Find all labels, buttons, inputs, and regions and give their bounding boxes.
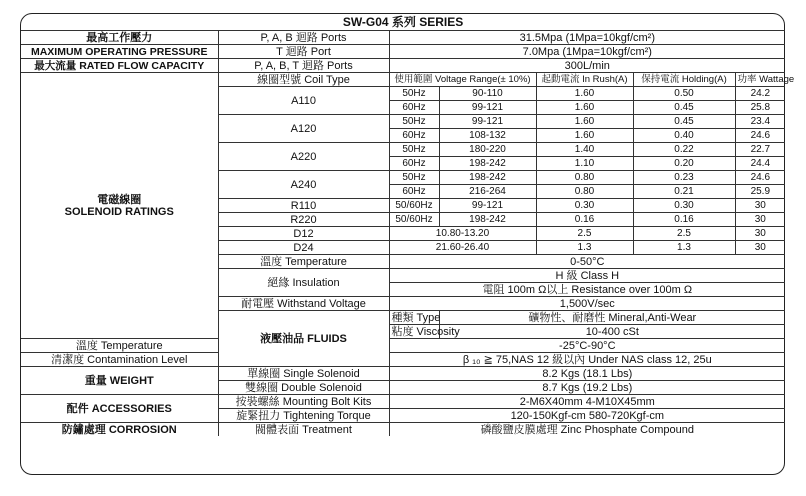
port-t-label: T 迴路 Port [218, 45, 389, 59]
coil-freq: 50Hz [389, 115, 439, 129]
coil-freq: 60Hz [389, 157, 439, 171]
coil-holding: 0.45 [633, 115, 735, 129]
coil-range: 198-242 [439, 171, 536, 185]
spec-table-frame [20, 13, 795, 475]
coil-freq: 60Hz [389, 129, 439, 143]
coil-freq: 50Hz [389, 87, 439, 101]
coil-freq: 50/60Hz [389, 213, 439, 227]
table-row [21, 45, 785, 59]
single-solenoid-value: 8.2 Kgs (18.1 Lbs) [389, 367, 785, 381]
torque-label: 旋緊扭力 Tightening Torque [218, 409, 389, 423]
coil-holding: 0.22 [633, 143, 735, 157]
solenoid-temperature-value: 0-50°C [389, 255, 785, 269]
ports-pab-label: P, A, B 迴路 Ports [218, 31, 389, 45]
double-solenoid-label: 雙線圈 Double Solenoid [218, 381, 389, 395]
coil-inrush: 2.5 [536, 227, 633, 241]
coil-type-header: 線圈型號 Coil Type [218, 73, 389, 87]
insulation-class: H 級 Class H [389, 269, 785, 283]
coil-wattage: 24.2 [735, 87, 785, 101]
coil-holding: 0.45 [633, 101, 735, 115]
fluid-type-label: 種類 Type [389, 311, 439, 325]
insulation-label: 絕緣 Insulation [218, 269, 389, 297]
coil-holding: 0.23 [633, 171, 735, 185]
coil-range: 90-110 [439, 87, 536, 101]
coil-freq: 60Hz [389, 101, 439, 115]
solenoid-label-zh: 電磁線圈 [97, 193, 142, 206]
coil-inrush: 1.60 [536, 87, 633, 101]
coil-wattage: 22.7 [735, 143, 785, 157]
coil-inrush: 1.60 [536, 101, 633, 115]
coil-inrush: 1.40 [536, 143, 633, 157]
coil-holding: 0.16 [633, 213, 735, 227]
withstand-label: 耐電壓 Withstand Voltage [218, 297, 389, 311]
coil-range: 99-121 [439, 115, 536, 129]
coil-range: 180-220 [439, 143, 536, 157]
coil-freq: 50Hz [389, 143, 439, 157]
bolt-kits-label: 按裝螺絲 Mounting Bolt Kits [218, 395, 389, 409]
coil-range: 216-264 [439, 185, 536, 199]
coil-freq: 50/60Hz [389, 199, 439, 213]
fluid-type-value: 礦物性、耐磨性 Mineral,Anti-Wear [439, 311, 785, 325]
table-row [21, 367, 785, 381]
coil-range: 198-242 [439, 213, 536, 227]
coil-model: A120 [218, 115, 389, 143]
flow-value: 300L/min [389, 59, 785, 73]
corrosion-label: 防鏽處理 CORROSION [21, 423, 218, 437]
coil-wattage: 24.4 [735, 157, 785, 171]
withstand-value: 1,500V/sec [389, 297, 785, 311]
coil-range: 10.80-13.20 [389, 227, 536, 241]
coil-inrush: 0.80 [536, 185, 633, 199]
series-title: SW-G04 系列 SERIES [21, 14, 785, 31]
ports-pabt-label: P, A, B, T 迴路 Ports [218, 59, 389, 73]
single-solenoid-label: 單線圈 Single Solenoid [218, 367, 389, 381]
viscosity-value: 10-400 cSt [439, 325, 785, 339]
table-row [21, 339, 785, 353]
table-row [21, 423, 785, 437]
viscosity-label: 粘度 Viscosity [389, 325, 439, 339]
coil-wattage: 30 [735, 227, 785, 241]
coil-model: R220 [218, 213, 389, 227]
coil-model: D24 [218, 241, 389, 255]
table-row [21, 395, 785, 409]
coil-model: A240 [218, 171, 389, 199]
coil-holding: 0.50 [633, 87, 735, 101]
table-header-row [21, 14, 785, 31]
coil-wattage: 30 [735, 213, 785, 227]
ports-pab-value: 31.5Mpa (1Mpa=10kgf/cm²) [389, 31, 785, 45]
coil-wattage: 30 [735, 241, 785, 255]
flow-label: 最大流量 RATED FLOW CAPACITY [21, 59, 218, 73]
double-solenoid-value: 8.7 Kgs (19.2 Lbs) [389, 381, 785, 395]
wattage-header: 功率 Wattage [735, 73, 785, 87]
coil-inrush: 1.60 [536, 115, 633, 129]
solenoid-label [21, 73, 218, 339]
coil-inrush: 0.16 [536, 213, 633, 227]
solenoid-label-en: SOLENOID RATINGS [64, 205, 174, 218]
coil-inrush: 1.60 [536, 129, 633, 143]
fluids-label: 液壓油品 FLUIDS [218, 311, 389, 367]
coil-inrush: 1.10 [536, 157, 633, 171]
coil-wattage: 25.8 [735, 101, 785, 115]
coil-model: A110 [218, 87, 389, 115]
coil-inrush: 0.80 [536, 171, 633, 185]
table-row [21, 31, 785, 45]
insulation-resistance: 電阻 100m Ω以上 Resistance over 100m Ω [389, 283, 785, 297]
table-row [21, 73, 785, 87]
coil-range: 99-121 [439, 199, 536, 213]
coil-inrush: 0.30 [536, 199, 633, 213]
voltage-range-header: 使用範圍 Voltage Range(± 10%) [389, 73, 536, 87]
port-t-value: 7.0Mpa (1Mpa=10kgf/cm²) [389, 45, 785, 59]
contamination-value: β ₁₀ ≧ 75,NAS 12 級以內 Under NAS class 12, 25u [389, 353, 785, 367]
contamination-label: 清潔度 Contamination Level [21, 353, 218, 367]
coil-range: 198-242 [439, 157, 536, 171]
coil-inrush: 1.3 [536, 241, 633, 255]
coil-holding: 1.3 [633, 241, 735, 255]
coil-holding: 0.40 [633, 129, 735, 143]
coil-wattage: 30 [735, 199, 785, 213]
coil-range: 108-132 [439, 129, 536, 143]
weight-label: 重量 WEIGHT [21, 367, 218, 395]
coil-model: D12 [218, 227, 389, 241]
fluid-temperature-value: -25°C-90°C [389, 339, 785, 353]
table-row [21, 59, 785, 73]
coil-freq: 50Hz [389, 171, 439, 185]
coil-wattage: 23.4 [735, 115, 785, 129]
bolt-kits-value: 2-M6X40mm 4-M10X45mm [389, 395, 785, 409]
holding-header: 保持電流 Holding(A) [633, 73, 735, 87]
coil-wattage: 25.9 [735, 185, 785, 199]
coil-wattage: 24.6 [735, 171, 785, 185]
inrush-header: 起動電流 In Rush(A) [536, 73, 633, 87]
spec-table [21, 14, 795, 436]
fluid-temperature-label: 溫度 Temperature [21, 339, 218, 353]
coil-holding: 0.30 [633, 199, 735, 213]
coil-freq: 60Hz [389, 185, 439, 199]
coil-range: 21.60-26.40 [389, 241, 536, 255]
accessories-label: 配件 ACCESSORIES [21, 395, 218, 423]
solenoid-temperature-label: 溫度 Temperature [218, 255, 389, 269]
max-pressure-en: MAXIMUM OPERATING PRESSURE [21, 45, 218, 59]
treatment-value: 磷酸鹽皮膜處理 Zinc Phosphate Compound [389, 423, 785, 437]
coil-holding: 0.20 [633, 157, 735, 171]
coil-model: A220 [218, 143, 389, 171]
coil-range: 99-121 [439, 101, 536, 115]
treatment-label: 閥體表面 Treatment [218, 423, 389, 437]
table-row [21, 353, 785, 367]
coil-wattage: 24.6 [735, 129, 785, 143]
coil-model: R110 [218, 199, 389, 213]
torque-value: 120-150Kgf-cm 580-720Kgf-cm [389, 409, 785, 423]
max-pressure-zh: 最高工作壓力 [21, 31, 218, 45]
coil-holding: 2.5 [633, 227, 735, 241]
coil-holding: 0.21 [633, 185, 735, 199]
